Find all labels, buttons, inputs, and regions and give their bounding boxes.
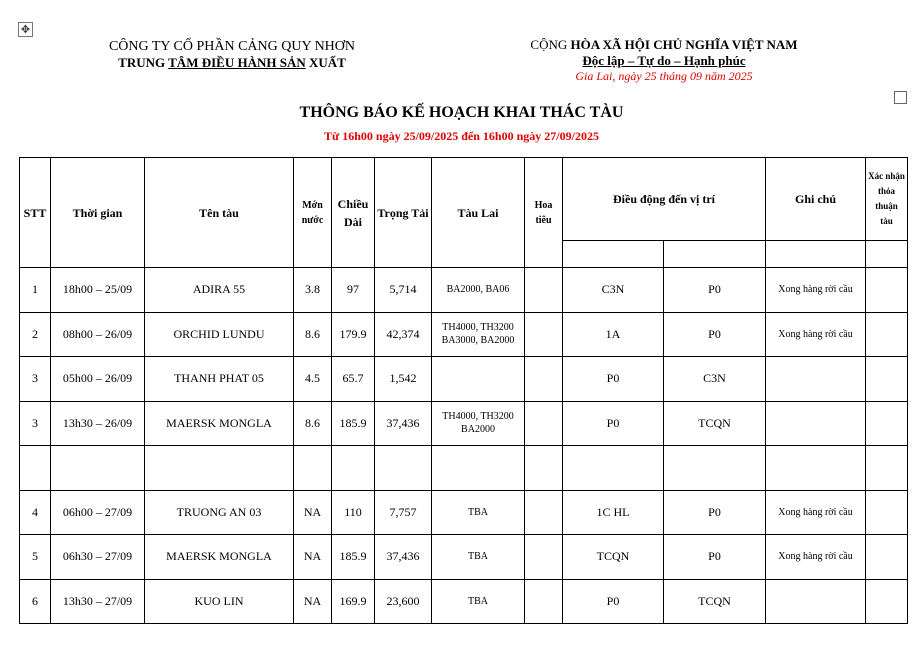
- header-pilot: Hoa tiêu: [525, 158, 563, 268]
- cell-agree: [866, 535, 908, 580]
- table-header-row: [20, 158, 908, 241]
- header-move-to: [664, 241, 766, 268]
- document-subtitle: Từ 16h00 ngày 25/09/2025 đến 16h00 ngày 27/09/2025: [324, 129, 599, 143]
- document-date: Gia Lai, ngày 25 tháng 09 năm 2025: [575, 69, 753, 83]
- header-note: Ghi chú: [766, 158, 866, 241]
- cell-note: Xong hàng rời cầu: [766, 535, 866, 580]
- cell-tug: TH4000, TH3200 BA3000, BA2000: [432, 312, 525, 357]
- cell-to: TCQN: [664, 579, 766, 624]
- cell-length: 185.9: [332, 401, 375, 446]
- cell-agree: [866, 579, 908, 624]
- cell-pilot: [525, 535, 563, 580]
- cell-to: P0: [664, 535, 766, 580]
- table-row: [20, 579, 908, 624]
- header-time: Thời gian: [51, 158, 145, 268]
- cell-tonnage: 7,757: [375, 490, 432, 535]
- cell-note: Xong hàng rời cầu: [766, 312, 866, 357]
- cell-ship: MAERSK MONGLA: [145, 401, 294, 446]
- cell-time: 18h00 – 25/09: [51, 268, 145, 313]
- cell-to: P0: [664, 490, 766, 535]
- cell-to: C3N: [664, 357, 766, 402]
- cell-pilot: [525, 490, 563, 535]
- cell-draft: NA: [294, 579, 332, 624]
- cell-from: P0: [563, 579, 664, 624]
- cell-stt: 3: [20, 401, 51, 446]
- header-agreement: Xác nhận thỏa thuận tàu: [866, 158, 908, 241]
- cell-stt: 1: [20, 268, 51, 313]
- cell-from: P0: [563, 401, 664, 446]
- cell-length: 169.9: [332, 579, 375, 624]
- cell-length: 185.9: [332, 535, 375, 580]
- cell-time: 05h00 – 26/09: [51, 357, 145, 402]
- cell-to: P0: [664, 268, 766, 313]
- cell-agree: [866, 268, 908, 313]
- cell-from: 1A: [563, 312, 664, 357]
- cell-pilot: [525, 357, 563, 402]
- header-stt: STT: [20, 158, 51, 268]
- cell-length: [332, 446, 375, 491]
- cell-pilot: [525, 579, 563, 624]
- cell-agree: [866, 312, 908, 357]
- cell-ship: ADIRA 55: [145, 268, 294, 313]
- table-row-empty: [20, 446, 908, 491]
- cell-note: [766, 579, 866, 624]
- cell-agree: [866, 446, 908, 491]
- table-resize-handle-icon[interactable]: [894, 91, 907, 104]
- table-row: [20, 535, 908, 580]
- cell-length: 110: [332, 490, 375, 535]
- cell-stt: 5: [20, 535, 51, 580]
- cell-note: [766, 446, 866, 491]
- cell-tug: TBA: [432, 535, 525, 580]
- cell-ship: ORCHID LUNDU: [145, 312, 294, 357]
- cell-time: 08h00 – 26/09: [51, 312, 145, 357]
- cell-agree: [866, 357, 908, 402]
- cell-pilot: [525, 401, 563, 446]
- header-agreement-sub: [866, 241, 908, 268]
- cell-tonnage: 42,374: [375, 312, 432, 357]
- cell-tug: [432, 357, 525, 402]
- header-tonnage: Trọng Tải: [375, 158, 432, 268]
- header-draft: Mớn nước: [294, 158, 332, 268]
- cell-ship: MAERSK MONGLA: [145, 535, 294, 580]
- cell-ship: KUO LIN: [145, 579, 294, 624]
- cell-ship: TRUONG AN 03: [145, 490, 294, 535]
- cell-time: 13h30 – 27/09: [51, 579, 145, 624]
- document-title: THÔNG BÁO KẾ HOẠCH KHAI THÁC TÀU: [299, 104, 624, 121]
- cell-note: [766, 357, 866, 402]
- national-motto: Độc lập – Tự do – Hạnh phúc: [582, 53, 746, 68]
- cell-stt: 2: [20, 312, 51, 357]
- table-row: [20, 401, 908, 446]
- cell-draft: 4.5: [294, 357, 332, 402]
- header-note-sub: [766, 241, 866, 268]
- cell-note: [766, 401, 866, 446]
- cell-draft: 8.6: [294, 401, 332, 446]
- cell-ship: [145, 446, 294, 491]
- cell-tonnage: [375, 446, 432, 491]
- cell-from: TCQN: [563, 535, 664, 580]
- header-length: Chiều Dài: [332, 158, 375, 268]
- cell-draft: [294, 446, 332, 491]
- cell-draft: 3.8: [294, 268, 332, 313]
- cell-time: 13h30 – 26/09: [51, 401, 145, 446]
- table-row: [20, 357, 908, 402]
- cell-tug: TBA: [432, 490, 525, 535]
- cell-tonnage: 37,436: [375, 401, 432, 446]
- cell-tonnage: 23,600: [375, 579, 432, 624]
- cell-from: 1C HL: [563, 490, 664, 535]
- cell-draft: NA: [294, 490, 332, 535]
- cell-note: Xong hàng rời cầu: [766, 268, 866, 313]
- cell-to: TCQN: [664, 401, 766, 446]
- cell-draft: NA: [294, 535, 332, 580]
- header-move-from: [563, 241, 664, 268]
- cell-draft: 8.6: [294, 312, 332, 357]
- national-header: [505, 36, 823, 84]
- header-ship-name: Tên tàu: [145, 158, 294, 268]
- ship-plan-table: [19, 157, 908, 624]
- cell-length: 179.9: [332, 312, 375, 357]
- table-row: [20, 268, 908, 313]
- cell-pilot: [525, 446, 563, 491]
- cell-stt: [20, 446, 51, 491]
- table-row: [20, 312, 908, 357]
- cell-tug: TBA: [432, 579, 525, 624]
- cell-ship: THANH PHAT 05: [145, 357, 294, 402]
- cell-length: 97: [332, 268, 375, 313]
- cell-stt: 6: [20, 579, 51, 624]
- department-name: TRUNG TÂM ĐIỀU HÀNH SẢN XUẤT: [118, 55, 346, 70]
- cell-time: [51, 446, 145, 491]
- header-tug: Tàu Lai: [432, 158, 525, 268]
- cell-time: 06h00 – 27/09: [51, 490, 145, 535]
- cell-tonnage: 5,714: [375, 268, 432, 313]
- cell-to: [664, 446, 766, 491]
- table-row: [20, 490, 908, 535]
- nation-name: CỘNG HÒA XÃ HỘI CHỦ NGHĨA VIỆT NAM: [530, 37, 798, 52]
- cell-stt: 4: [20, 490, 51, 535]
- cell-length: 65.7: [332, 357, 375, 402]
- cell-tug: BA2000, BA06: [432, 268, 525, 313]
- cell-tug: TH4000, TH3200 BA2000: [432, 401, 525, 446]
- cell-from: P0: [563, 357, 664, 402]
- cell-tug: [432, 446, 525, 491]
- header-move-position: Điều động đến vị trí: [563, 158, 766, 241]
- cell-to: P0: [664, 312, 766, 357]
- company-header: [92, 38, 372, 71]
- cell-tonnage: 1,542: [375, 357, 432, 402]
- cell-from: [563, 446, 664, 491]
- cell-pilot: [525, 268, 563, 313]
- cell-agree: [866, 490, 908, 535]
- cell-pilot: [525, 312, 563, 357]
- cell-from: C3N: [563, 268, 664, 313]
- cell-agree: [866, 401, 908, 446]
- cell-note: Xong hàng rời cầu: [766, 490, 866, 535]
- cell-stt: 3: [20, 357, 51, 402]
- company-name: CÔNG TY CỔ PHẦN CẢNG QUY NHƠN: [108, 39, 356, 54]
- cell-tonnage: 37,436: [375, 535, 432, 580]
- table-move-handle-icon[interactable]: ✥: [18, 22, 33, 37]
- cell-time: 06h30 – 27/09: [51, 535, 145, 580]
